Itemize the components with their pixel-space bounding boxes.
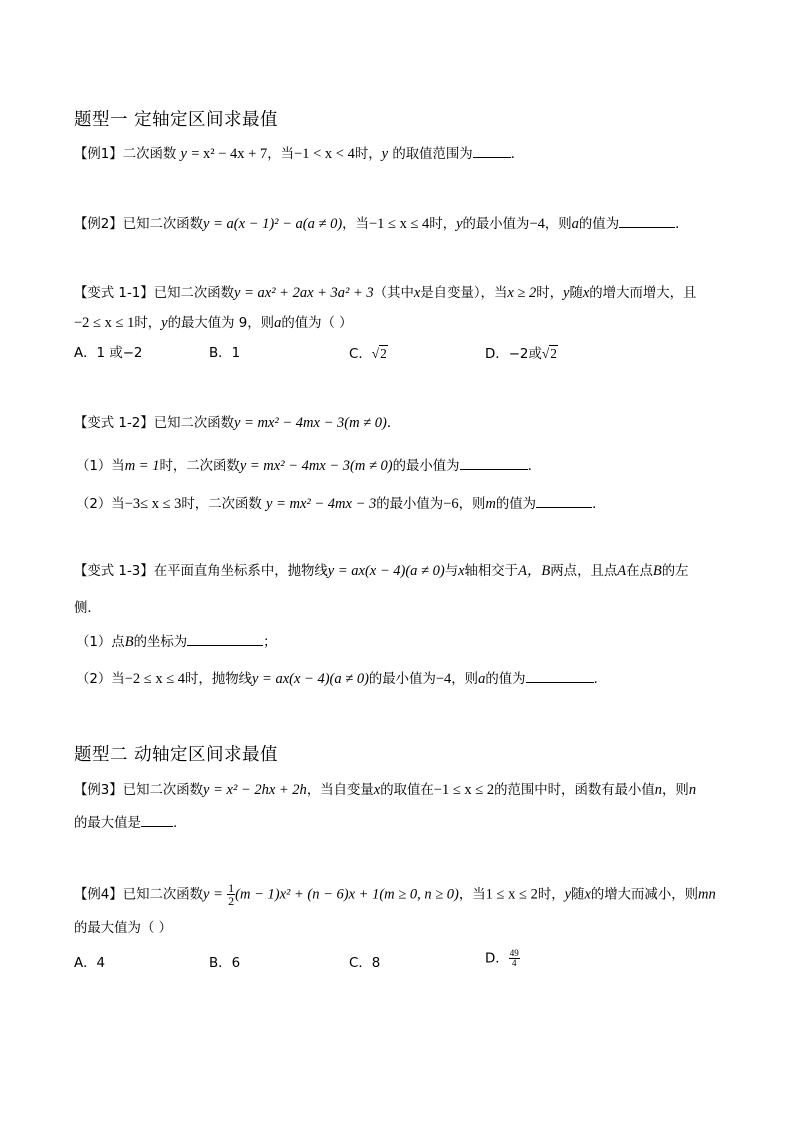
label-var11: 【变式 1-1】 <box>74 286 154 301</box>
ex2-answer-blank[interactable] <box>619 214 675 228</box>
ex1-function: = x² − 4x + 7 <box>191 146 268 162</box>
v13-text-d: 两点，且点 <box>550 564 618 579</box>
example-3-line-1 <box>74 781 696 800</box>
v13-text-c: 轴相交于 <box>464 564 519 579</box>
ex3-text-b: ，当自变量 <box>306 783 374 798</box>
v13-point-a: A <box>617 563 627 579</box>
v11-cond: x ≥ 2 <box>507 285 537 301</box>
v12-q2-text-b: 时，二次函数 <box>181 497 262 512</box>
ex3-text-f: 的最大值是 <box>74 816 141 831</box>
ex2-text-d: 的最小值为 <box>462 217 530 232</box>
v11-text-g: 时， <box>134 316 162 331</box>
ex4-half-den: 2 <box>228 894 235 908</box>
variant-1-1-line-2 <box>74 314 353 333</box>
ex4-mn: mn <box>698 886 716 903</box>
v12-min: −6 <box>443 496 459 512</box>
ex4-option-d[interactable] <box>485 949 520 969</box>
v13-q2-function: y = ax(x − 4)(a ≠ 0) <box>252 671 369 687</box>
variant-1-3-line-1 <box>74 562 689 581</box>
v12-q2-text-c: 的最小值为 <box>376 497 444 512</box>
ex1-period: ． <box>510 147 525 162</box>
v11-option-c-sqrt <box>372 345 388 361</box>
example-4-line-1 <box>74 882 716 907</box>
ex4-text-a: 已知二次函数 <box>122 887 204 903</box>
v13-function: y = ax(x − 4)(a ≠ 0) <box>327 563 445 579</box>
v12-text-a: 已知二次函数 <box>153 416 235 431</box>
v13-q1-answer-blank[interactable] <box>187 632 263 646</box>
ex4-function-rhs: (m − 1)x² + (n − 6)x + 1(m ≥ 0, n ≥ 0) <box>235 886 459 903</box>
ex1-text-b: ，当 <box>267 147 295 162</box>
v11-option-c-label: C． <box>349 347 372 362</box>
ex2-y: y <box>456 216 463 232</box>
example-1 <box>74 144 524 164</box>
example-2 <box>74 214 688 234</box>
label-var12: 【变式 1-2】 <box>74 416 154 431</box>
v13-q2-text-c: 的最小值为 <box>368 672 436 687</box>
v11-text-a: 已知二次函数 <box>153 286 235 301</box>
v13-x: x <box>458 563 465 579</box>
ex2-a: a <box>571 216 579 232</box>
ex2-period: ． <box>675 217 689 232</box>
v12-range: −3≤ x ≤ 3 <box>124 496 182 512</box>
v12-m1: m = 1 <box>124 458 160 474</box>
v11-text-i: 的值为（ ） <box>281 316 353 331</box>
v13-q2-text-a: （2）当 <box>76 672 125 687</box>
v11-text-h: 的最大值为 9，则 <box>167 316 275 331</box>
ex4-half-fraction <box>227 882 235 907</box>
v11-option-d-radicand: 2 <box>550 346 557 361</box>
v13-text-e: 在点 <box>626 564 653 579</box>
ex2-function: y = a(x − 1)² − a(a ≠ 0) <box>203 216 343 232</box>
v11-option-d[interactable] <box>485 345 558 364</box>
ex4-y: y <box>564 886 572 903</box>
sqrt-icon: √ <box>371 346 380 361</box>
v13-point-b: B <box>652 563 662 579</box>
v13-q2-text-d: ，则 <box>451 672 479 687</box>
ex2-text-a: 已知二次函数 <box>122 217 204 232</box>
v12-q2-text-d: ，则 <box>458 497 486 512</box>
v12-m: m <box>485 496 496 512</box>
v11-text-b: （其中 <box>373 286 414 301</box>
ex4-x: x <box>584 886 591 903</box>
label-ex2: 【例2】 <box>74 217 123 232</box>
section-title-1: 题型一 定轴定区间求最值 <box>74 110 279 130</box>
ex2-min: −4 <box>529 216 545 232</box>
v11-y: y <box>563 285 570 301</box>
v12-question-1 <box>76 456 541 476</box>
ex4-half-num: 1 <box>228 881 235 895</box>
v11-option-c-radicand: 2 <box>380 346 387 361</box>
v11-option-a[interactable]: A．1 或−2 <box>74 346 143 361</box>
v12-q2-answer-blank[interactable] <box>536 494 592 508</box>
sqrt-icon: √ <box>541 346 550 361</box>
ex4-option-a[interactable]: A．4 <box>74 956 106 971</box>
v11-a: a <box>274 315 282 331</box>
v11-y2: y <box>161 315 168 331</box>
v11-text-d: 时， <box>536 286 564 301</box>
v13-q2-answer-blank[interactable] <box>526 669 594 683</box>
ex1-answer-blank[interactable] <box>473 144 511 158</box>
v13-q2-text-b: 时，抛物线 <box>185 672 252 687</box>
ex1-range: −1 < x < 4 <box>294 146 355 162</box>
variant-1-1-line-1 <box>74 284 696 303</box>
v13-text-g: 侧． <box>74 601 101 616</box>
v13-min: −4 <box>435 671 452 687</box>
ex3-function: y = x² − 2hx + 2h <box>203 782 307 798</box>
ex4-option-d-fraction <box>509 949 520 968</box>
example-3-line-2 <box>74 813 177 833</box>
v12-q1-period: ． <box>527 459 541 474</box>
v12-question-2 <box>76 494 605 514</box>
ex1-text-d: 的取值范围为 <box>392 147 473 162</box>
ex1-text-c: 时， <box>354 147 382 162</box>
ex4-function-lhs: y = <box>203 886 223 903</box>
ex4-text-c: 时， <box>537 887 565 903</box>
section-title-2: 题型二 动轴定区间求最值 <box>74 745 279 765</box>
label-ex3: 【例3】 <box>74 783 123 798</box>
ex4-option-d-den: 4 <box>511 958 517 968</box>
ex2-text-b: ，当 <box>342 217 369 232</box>
v13-question-1 <box>76 632 277 652</box>
v12-q2-text-a: （2）当 <box>76 497 125 512</box>
label-ex4: 【例4】 <box>74 887 123 903</box>
v11-option-d-sqrt <box>542 345 558 361</box>
variant-1-3-line-2 <box>74 600 101 618</box>
v13-question-2 <box>76 669 598 689</box>
ex4-option-b[interactable]: B．6 <box>209 956 241 971</box>
v12-q1-answer-blank[interactable] <box>460 456 528 470</box>
v12-function: y = mx² − 4mx − 3(m ≠ 0) <box>234 415 387 431</box>
v12-q1-text-b: 时，二次函数 <box>159 459 240 474</box>
v12-q1-text-c: 的最小值为 <box>392 459 460 474</box>
ex3-dot: . <box>172 816 178 831</box>
ex2-range: −1 ≤ x ≤ 4 <box>368 216 430 232</box>
ex1-text-a: 二次函数 <box>122 147 177 162</box>
label-var13: 【变式 1-3】 <box>74 564 154 579</box>
ex1-y2: y <box>381 146 389 162</box>
ex3-text-a: 已知二次函数 <box>122 783 204 798</box>
ex4-option-d-num: 49 <box>509 948 519 958</box>
ex4-option-c[interactable]: C．8 <box>349 956 381 971</box>
v13-range: −2 ≤ x ≤ 4 <box>124 671 186 687</box>
v13-q2-dot: . <box>593 672 598 687</box>
ex2-text-e: ，则 <box>544 217 572 232</box>
ex3-x: x <box>373 782 381 798</box>
v11-range: −2 ≤ x ≤ 1 <box>74 315 135 331</box>
ex2-text-f: 的值为 <box>578 217 620 232</box>
v13-q1-point-b: B <box>124 634 134 650</box>
v12-q1-text-a: （1）当 <box>76 459 125 474</box>
v11-x: x <box>413 285 421 301</box>
v13-q1-text-a: （1）点 <box>76 635 125 650</box>
v13-q2-text-e: 的值为 <box>485 672 526 687</box>
v12-period: ． <box>386 416 401 431</box>
ex4-range: 1 ≤ x ≤ 2 <box>485 886 538 903</box>
label-ex1: 【例1】 <box>74 147 123 162</box>
ex3-n: n <box>654 782 663 798</box>
v13-q1-semicolon: ； <box>263 635 277 650</box>
v11-text-c: 是自变量），当 <box>420 286 508 301</box>
v11-text-f: 的增大而增大，且 <box>589 286 697 301</box>
v13-text-f: 的左 <box>661 564 689 579</box>
ex3-text-c: 的取值在 <box>380 783 434 798</box>
v12-q1-function: y = mx² − 4mx − 3(m ≠ 0) <box>239 458 393 474</box>
v12-q2-text-e: 的值为 <box>495 497 537 512</box>
v12-q2-period: ． <box>592 497 606 512</box>
ex4-text-e: 的增大而减小，则 <box>590 887 698 903</box>
example-4-line-2 <box>74 920 172 938</box>
ex4-text-d: 随 <box>571 887 585 903</box>
v12-q2-function: y = mx² − 4mx − 3 <box>266 496 377 512</box>
v11-option-d-label: D．−2或 <box>485 347 542 362</box>
v13-text-b: 与 <box>444 564 459 579</box>
ex3-range: −1 ≤ x ≤ 2 <box>433 782 495 798</box>
ex4-text-f: 的最大值为（ ） <box>74 921 172 936</box>
v11-function: y = ax² + 2ax + 3a² + 3 <box>234 285 374 301</box>
v11-option-c[interactable] <box>349 345 388 364</box>
ex4-text-b: ，当 <box>458 887 486 903</box>
v11-text-e: 随 <box>569 286 583 301</box>
v13-a: a <box>478 671 486 687</box>
variant-1-2 <box>74 414 400 433</box>
v11-option-b[interactable]: B．1 <box>209 346 241 361</box>
v11-x2: x <box>582 285 590 301</box>
ex1-y: y <box>180 146 187 162</box>
ex3-n2: n <box>688 782 697 798</box>
v13-q1-text-b: 的坐标为 <box>133 635 188 650</box>
ex4-option-d-label: D． <box>485 951 509 967</box>
ex3-text-e: ，则 <box>662 783 689 798</box>
v13-text-a: 在平面直角坐标系中，抛物线 <box>153 564 328 579</box>
ex3-answer-blank[interactable] <box>141 813 173 827</box>
v13-points-ab: A，B <box>518 563 551 579</box>
ex3-text-d: 的范围中时，函数有最小值 <box>494 783 655 798</box>
ex2-text-c: 时， <box>429 217 457 232</box>
